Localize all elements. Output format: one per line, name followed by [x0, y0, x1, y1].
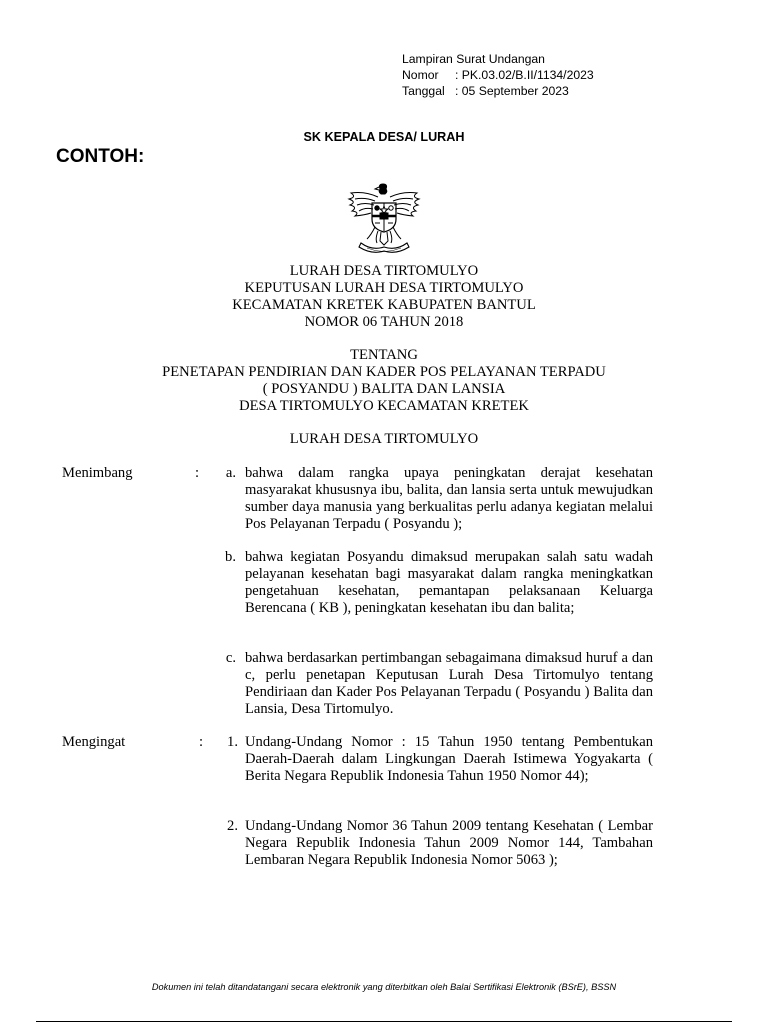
nomor-value: : PK.03.02/B.II/1134/2023: [455, 68, 594, 82]
menimbang-marker-c: c.: [225, 650, 236, 666]
subject-line-1: PENETAPAN PENDIRIAN DAN KADER POS PELAYANAN TERPADU: [162, 364, 606, 380]
decree-title: KEPUTUSAN LURAH DESA TIRTOMULYO: [244, 280, 524, 296]
tanggal-value: : 05 September 2023: [455, 84, 569, 98]
lampiran-block: [402, 51, 594, 99]
mengingat-marker-2: 2.: [227, 818, 238, 834]
subject-line-2: ( POSYANDU ) BALITA DAN LANSIA: [262, 381, 506, 397]
menimbang-item-c: bahwa berdasarkan pertimbangan sebagaimana dimaksud huruf a dan c, perlu penetapan Keputusan Lurah Desa Tirtomulyo tentang Pendiriaan dan Kader Pos Pelayanan Terpadu ( Posyandu ) Balita dan Lansia, Desa Tirtomulyo.: [245, 650, 653, 717]
subject-line-3: DESA TIRTOMULYO KECAMATAN KRETEK: [239, 398, 529, 414]
menimbang-colon: :: [195, 465, 200, 481]
mengingat-colon: :: [199, 734, 204, 750]
menimbang-label: Menimbang: [62, 465, 133, 481]
mengingat-item-2: Undang-Undang Nomor 36 Tahun 2009 tentang Kesehatan ( Lembar Negara Republik Indonesia Tahun 2009 Nomor 144, Tambahan Lembaran Negara Republik Indonesia Nomor 5063 );: [245, 818, 653, 868]
sk-heading: SK KEPALA DESA/ LURAH: [303, 130, 465, 144]
lampiran-nomor: [402, 67, 594, 83]
mengingat-marker-1: 1.: [227, 734, 238, 750]
lampiran-tanggal: [402, 83, 594, 99]
issuer-title: LURAH DESA TIRTOMULYO: [289, 263, 479, 279]
garuda-emblem-icon: [345, 183, 423, 255]
issuer-line: LURAH DESA TIRTOMULYO: [289, 431, 479, 447]
district-title: KECAMATAN KRETEK KABUPATEN BANTUL: [232, 297, 536, 313]
nomor-label: Nomor: [402, 68, 439, 82]
lampiran-title: Lampiran Surat Undangan: [402, 52, 545, 66]
menimbang-marker-b: b.: [225, 549, 236, 565]
esign-footer: Dokumen ini telah ditandatangani secara elektronik yang diterbitkan oleh Balai Sertifikasi Elektronik (BSrE), BSSN: [151, 982, 617, 992]
contoh-label: CONTOH:: [56, 146, 145, 167]
tentang-label: TENTANG: [350, 347, 418, 363]
bottom-divider: [36, 1021, 732, 1022]
tanggal-label: Tanggal: [402, 84, 445, 98]
menimbang-item-b: bahwa kegiatan Posyandu dimaksud merupakan salah satu wadah pelayanan kesehatan bagi masyarakat dalam rangka meningkatkan pengetahuan kesehatan, pemantapan pelaksanaan Keluarga Berencana ( KB ), peningkatan kesehatan ibu dan balita;: [245, 549, 653, 616]
menimbang-item-a: bahwa dalam rangka upaya peningkatan derajat kesehatan masyarakat khususnya ibu, balita, dan lansia serta untuk mewujudkan sumber daya manusia yang berkualitas perlu adanya kegiatan melalui Pos Pelayanan Terpadu ( Posyandu );: [245, 465, 653, 532]
mengingat-label: Mengingat: [62, 734, 126, 750]
menimbang-marker-a: a.: [225, 465, 236, 481]
decree-number: NOMOR 06 TAHUN 2018: [304, 314, 464, 330]
mengingat-item-1: Undang-Undang Nomor : 15 Tahun 1950 tentang Pembentukan Daerah-Daerah dalam Lingkungan Daerah Istimewa Yogyakarta ( Berita Negara Republik Indonesia Tahun 1950 Nomor 44);: [245, 734, 653, 784]
